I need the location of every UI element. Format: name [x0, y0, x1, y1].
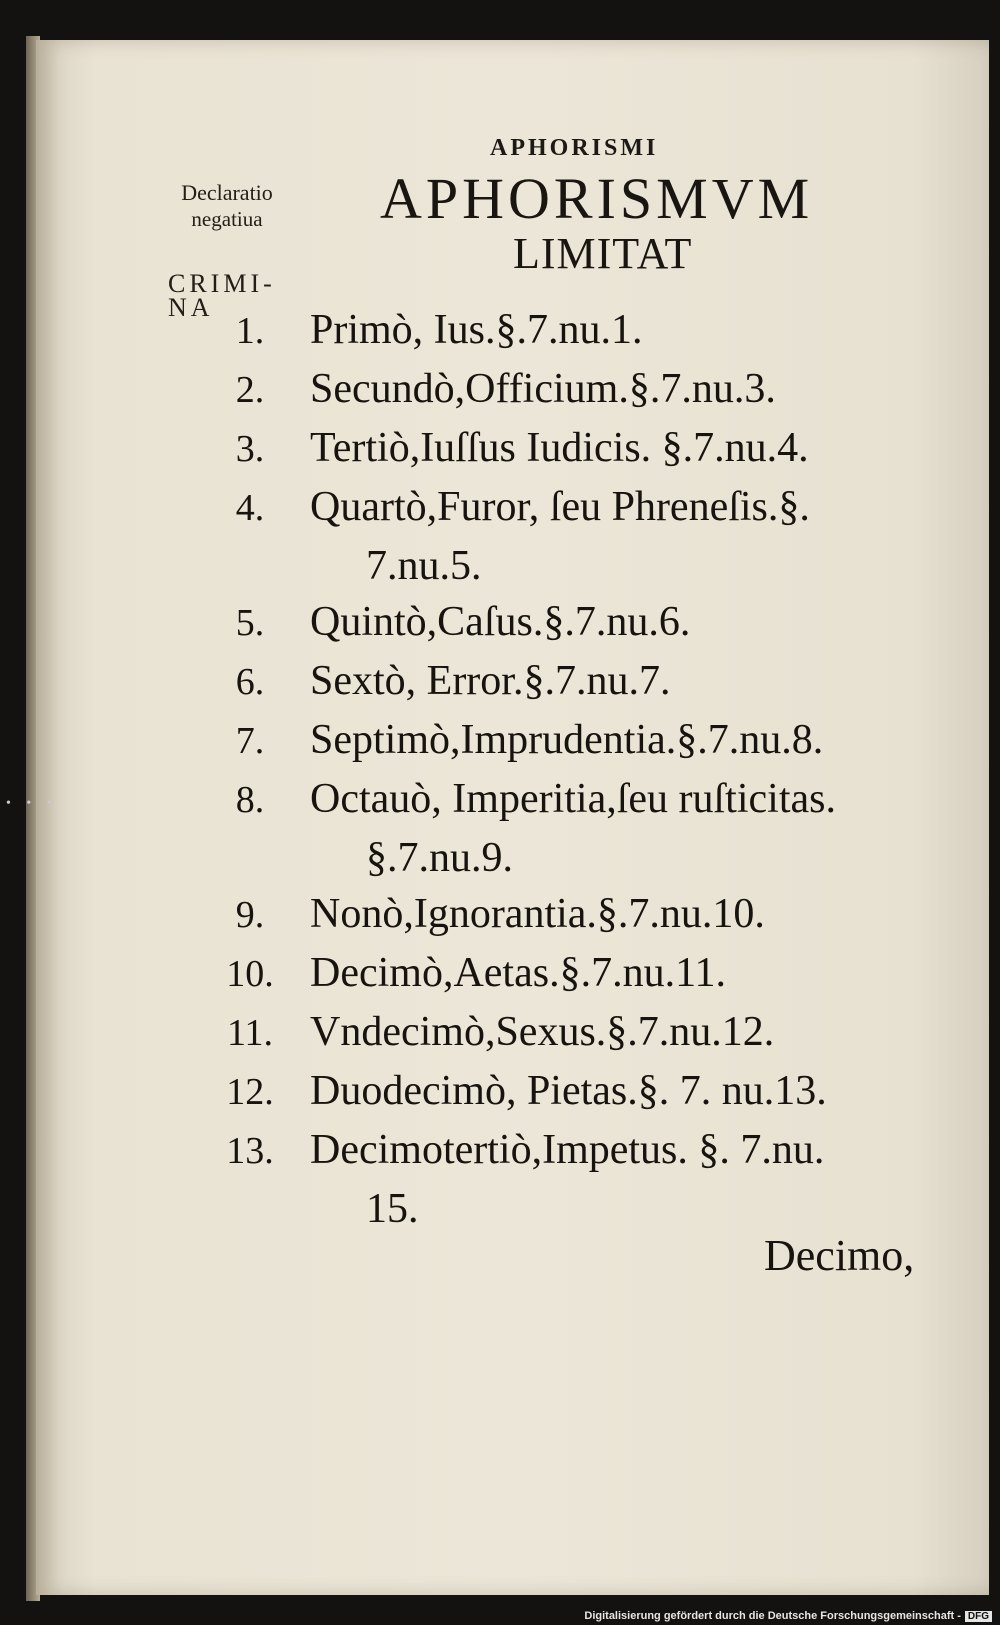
item-number: 12.: [226, 1071, 274, 1113]
list-item: [190, 598, 950, 657]
list-item: [190, 949, 950, 1008]
item-number: 9.: [235, 894, 265, 936]
item-text: Vndecimò,Sexus.§.7.nu.12.: [310, 1009, 775, 1055]
item-number: 13.: [226, 1130, 274, 1172]
item-text: 15.: [366, 1186, 419, 1232]
margin-note-line1: Declaratio: [181, 180, 273, 205]
list-item-continuation: [190, 834, 950, 890]
list-item: [190, 890, 950, 949]
item-text: 7.nu.5.: [366, 543, 482, 589]
list-item: [190, 483, 950, 542]
catchword: Decimo,: [764, 1231, 915, 1280]
list-item: [190, 1126, 950, 1185]
list-item: [190, 365, 950, 424]
item-text: Decimotertiò,Impetus. §. 7.nu.: [310, 1127, 825, 1173]
item-text: Quintò,Caſus.§.7.nu.6.: [310, 599, 691, 645]
item-text: Quartò,Furor, ſeu Phreneſis.§.: [310, 484, 810, 530]
credit-text: Digitalisierung gefördert durch die Deutsche Forschungsgemeinschaft -: [584, 1610, 961, 1622]
item-text: Decimò,Aetas.§.7.nu.11.: [310, 950, 727, 996]
list-item: [190, 657, 950, 716]
item-number: 2.: [235, 369, 265, 411]
list-item: [190, 1067, 950, 1126]
crimina-list: [190, 306, 950, 1241]
item-text: §.7.nu.9.: [366, 835, 513, 881]
item-number: 10.: [226, 953, 274, 995]
running-head: APHORISMI: [490, 135, 659, 161]
crimina-line2: NA: [168, 293, 214, 322]
crimina-line1: CRIMI-: [168, 269, 276, 298]
item-text: Septimò,Imprudentia.§.7.nu.8.: [310, 717, 824, 763]
dfg-logo: DFG: [965, 1611, 992, 1622]
item-number: 6.: [235, 661, 265, 703]
item-number: 11.: [226, 1012, 274, 1054]
list-item: [190, 775, 950, 834]
list-item: [190, 424, 950, 483]
item-text: Nonò,Ignorantia.§.7.nu.10.: [310, 891, 765, 937]
item-number: 8.: [235, 779, 265, 821]
list-item-continuation: [190, 542, 950, 598]
scan-marker: • • •: [6, 796, 58, 811]
list-item: [190, 306, 950, 365]
item-number: 1.: [235, 310, 265, 352]
page-title: APHORISMVM: [380, 166, 814, 231]
list-item: [190, 716, 950, 775]
margin-note-line2: negatiua: [191, 207, 263, 231]
item-text: Primò, Ius.§.7.nu.1.: [310, 307, 643, 353]
margin-note: [162, 180, 292, 232]
item-number: 3.: [235, 428, 265, 470]
page-subtitle: LIMITAT: [513, 229, 693, 278]
item-text: Octauò, Imperitia,ſeu ruſticitas.: [310, 776, 836, 822]
item-text: Sextò, Error.§.7.nu.7.: [310, 658, 671, 704]
item-text: Secundò,Officium.§.7.nu.3.: [310, 366, 776, 412]
item-text: Duodecimò, Pietas.§. 7. nu.13.: [310, 1068, 827, 1114]
item-text: Tertiò,Iuſſus Iudicis. §.7.nu.4.: [310, 425, 809, 471]
digitization-credit: [584, 1610, 992, 1622]
item-number: 5.: [235, 602, 265, 644]
list-item: [190, 1008, 950, 1067]
item-number: 4.: [235, 487, 265, 529]
item-number: 7.: [235, 720, 265, 762]
